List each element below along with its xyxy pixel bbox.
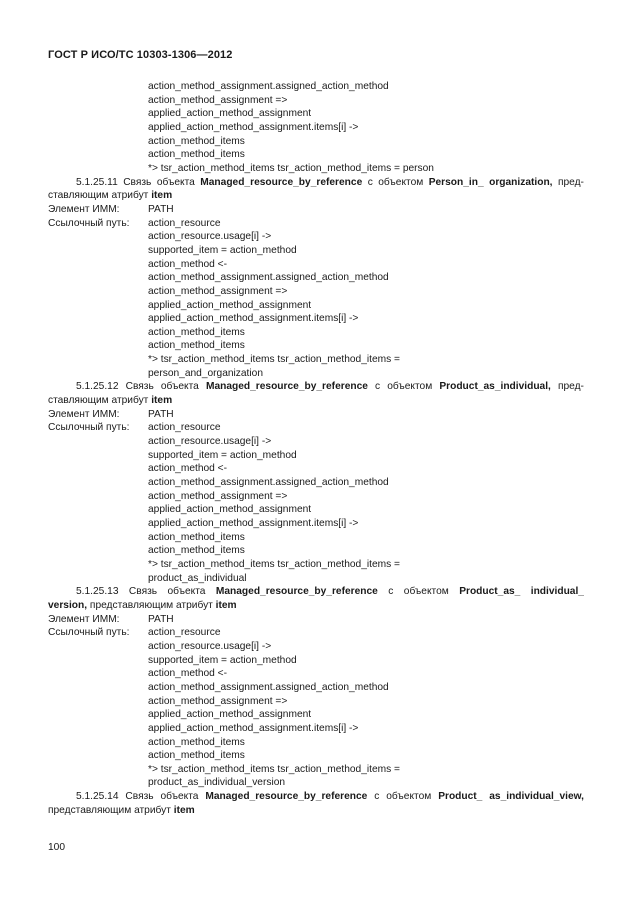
path-row bbox=[48, 558, 584, 572]
path-label-spacer bbox=[48, 654, 148, 668]
element-row bbox=[48, 408, 584, 422]
path-line: action_method_items bbox=[148, 750, 245, 762]
section-tail: представляющим атрибут bbox=[48, 804, 171, 816]
element-value: PATH bbox=[148, 203, 174, 215]
path-row bbox=[48, 353, 584, 367]
element-row bbox=[48, 613, 584, 627]
path-line: *> tsr_action_method_items tsr_action_method_items = bbox=[148, 763, 400, 775]
section-tail: ставляющим атрибут bbox=[48, 395, 149, 407]
path-row bbox=[48, 312, 584, 326]
section-entity: Managed_resource_by_reference bbox=[205, 791, 368, 803]
section-mid: с объектом bbox=[367, 176, 424, 188]
section-mid: с объектом bbox=[374, 791, 432, 803]
path-label-spacer bbox=[48, 435, 148, 449]
path-line: action_method_assignment.assigned_action_method bbox=[148, 272, 389, 284]
section-heading bbox=[48, 790, 584, 804]
path-line: applied_action_method_assignment.items[i] -> bbox=[148, 518, 359, 529]
path-label: Ссылочный путь: bbox=[48, 217, 130, 229]
path-row bbox=[48, 776, 584, 790]
path-label-spacer bbox=[48, 271, 148, 285]
section-number: 5.1.25.13 bbox=[76, 586, 119, 598]
path-row bbox=[48, 722, 584, 736]
path-label: Ссылочный путь: bbox=[48, 422, 130, 434]
last-section bbox=[48, 790, 584, 817]
path-line: *> tsr_action_method_items tsr_action_method_items = person bbox=[148, 162, 434, 174]
path-row bbox=[48, 695, 584, 709]
section-number: 5.1.25.11 bbox=[76, 176, 118, 188]
path-label-spacer bbox=[48, 326, 148, 340]
section-pre: Связь объекта bbox=[123, 176, 195, 188]
path-line: action_resource.usage[i] -> bbox=[148, 640, 272, 652]
path-row bbox=[48, 626, 584, 640]
path-label-spacer bbox=[48, 681, 148, 695]
path-line: action_resource bbox=[148, 627, 221, 639]
section-entity: Managed_resource_by_reference bbox=[205, 381, 368, 393]
document-header: ГОСТ Р ИСО/ТС 10303-1306—2012 bbox=[48, 49, 233, 61]
section-heading-continuation bbox=[48, 599, 584, 613]
sections-container bbox=[48, 176, 584, 791]
path-row bbox=[48, 640, 584, 654]
path-row bbox=[48, 258, 584, 272]
path-line: product_as_individual bbox=[148, 572, 247, 584]
path-line: action_method_items bbox=[148, 149, 245, 161]
path-label-spacer bbox=[48, 312, 148, 326]
section-5-1-25-11 bbox=[48, 176, 584, 381]
path-label-spacer bbox=[48, 244, 148, 258]
section-tail: ставляющим атрибут bbox=[48, 190, 149, 202]
path-row bbox=[48, 299, 584, 313]
section-target: Person_in_ organization, bbox=[428, 176, 553, 188]
section-pre: Связь объекта bbox=[128, 586, 206, 598]
path-row bbox=[48, 531, 584, 545]
path-row bbox=[48, 339, 584, 353]
path-label-spacer bbox=[48, 763, 148, 777]
element-row bbox=[48, 203, 584, 217]
path-row bbox=[48, 572, 584, 586]
path-row bbox=[48, 271, 584, 285]
path-line: product_as_individual_version bbox=[148, 777, 286, 789]
section-number: 5.1.25.14 bbox=[76, 791, 119, 803]
path-line: supported_item = action_method bbox=[148, 654, 297, 666]
path-label-spacer bbox=[48, 503, 148, 517]
section-heading bbox=[48, 380, 584, 394]
path-label-spacer bbox=[48, 749, 148, 763]
path-label-spacer bbox=[48, 476, 148, 490]
path-label-spacer bbox=[48, 722, 148, 736]
path-line: applied_action_method_assignment bbox=[148, 108, 312, 120]
path-label-spacer bbox=[48, 572, 148, 586]
path-row bbox=[48, 708, 584, 722]
path-line: action_method_items bbox=[148, 545, 245, 557]
path-line: *> tsr_action_method_items tsr_action_method_items = bbox=[148, 558, 400, 570]
path-label-spacer bbox=[48, 353, 148, 367]
path-line: applied_action_method_assignment bbox=[148, 299, 312, 311]
element-label: Элемент ИММ: bbox=[48, 203, 120, 215]
path-line: supported_item = action_method bbox=[148, 449, 297, 461]
section-mid: с объектом bbox=[375, 381, 433, 393]
path-line: action_method_assignment => bbox=[148, 490, 288, 502]
section-attribute: item bbox=[151, 190, 173, 202]
page-number: 100 bbox=[48, 842, 65, 853]
path-line: applied_action_method_assignment bbox=[148, 709, 312, 721]
path-label-spacer bbox=[48, 462, 148, 476]
section-heading bbox=[48, 176, 584, 190]
section-pre: Связь объекта bbox=[125, 381, 199, 393]
path-row bbox=[48, 367, 584, 381]
path-label-spacer bbox=[48, 695, 148, 709]
path-label-spacer bbox=[48, 667, 148, 681]
path-row bbox=[48, 654, 584, 668]
path-row bbox=[48, 667, 584, 681]
section-entity: Managed_resource_by_reference bbox=[215, 586, 378, 598]
path-row bbox=[48, 517, 584, 531]
path-line: action_resource.usage[i] -> bbox=[148, 231, 272, 243]
path-row bbox=[48, 326, 584, 340]
path-row bbox=[48, 285, 584, 299]
path-line: action_method_assignment => bbox=[148, 695, 288, 707]
path-row bbox=[48, 763, 584, 777]
path-label-spacer bbox=[48, 490, 148, 504]
path-line: action_method <- bbox=[148, 258, 228, 270]
path-label-spacer bbox=[48, 258, 148, 272]
path-label-spacer bbox=[48, 230, 148, 244]
path-label-spacer bbox=[48, 367, 148, 381]
path-row bbox=[48, 449, 584, 463]
path-line: applied_action_method_assignment bbox=[148, 504, 312, 516]
path-label-spacer bbox=[48, 285, 148, 299]
path-line: action_method_items bbox=[148, 340, 245, 352]
section-mid: с объектом bbox=[388, 586, 449, 598]
path-label-spacer bbox=[48, 736, 148, 750]
path-line: applied_action_method_assignment.items[i] -> bbox=[148, 722, 359, 734]
path-label-spacer bbox=[48, 299, 148, 313]
path-label-spacer bbox=[48, 339, 148, 353]
path-line: action_resource bbox=[148, 217, 221, 229]
path-line: action_method_items bbox=[148, 326, 245, 338]
section-target-continued: version, bbox=[48, 599, 88, 611]
path-line: action_method_items bbox=[148, 736, 245, 748]
path-row bbox=[48, 503, 584, 517]
section-pre: Связь объекта bbox=[125, 791, 199, 803]
section-tail-hyphen: пред- bbox=[557, 381, 584, 393]
document-body bbox=[48, 80, 584, 817]
path-line: action_method_assignment => bbox=[148, 94, 288, 106]
section-heading bbox=[48, 585, 584, 599]
path-row bbox=[48, 490, 584, 504]
path-line: applied_action_method_assignment.items[i] -> bbox=[148, 313, 359, 325]
path-row bbox=[48, 230, 584, 244]
path-line: action_resource.usage[i] -> bbox=[148, 436, 272, 448]
path-label-spacer bbox=[48, 449, 148, 463]
path-row bbox=[48, 736, 584, 750]
path-label-spacer bbox=[48, 776, 148, 790]
path-label-spacer bbox=[48, 708, 148, 722]
path-line: action_method_assignment.assigned_action_method bbox=[148, 681, 389, 693]
section-target: Product_as_ individual_ bbox=[459, 586, 584, 598]
section-heading-continuation bbox=[48, 394, 584, 408]
path-row bbox=[48, 435, 584, 449]
path-line: action_method_assignment.assigned_action_method bbox=[148, 477, 389, 489]
section-number: 5.1.25.12 bbox=[76, 381, 119, 393]
section-target: Product_as_individual, bbox=[439, 381, 551, 393]
path-label-spacer bbox=[48, 517, 148, 531]
path-line: action_resource bbox=[148, 422, 221, 434]
section-tail: представляющим атрибут bbox=[89, 599, 213, 611]
element-value: PATH bbox=[148, 408, 174, 420]
section-5-1-25-12 bbox=[48, 380, 584, 585]
element-value: PATH bbox=[148, 613, 174, 625]
section-tail-hyphen: пред- bbox=[557, 176, 584, 188]
path-row bbox=[48, 421, 584, 435]
intro-path-block bbox=[48, 80, 584, 176]
section-attribute: item bbox=[151, 395, 173, 407]
path-label-spacer bbox=[48, 558, 148, 572]
path-row bbox=[48, 476, 584, 490]
path-line: *> tsr_action_method_items tsr_action_method_items = bbox=[148, 354, 400, 366]
path-label: Ссылочный путь: bbox=[48, 627, 130, 639]
path-line: action_method <- bbox=[148, 668, 228, 680]
path-row bbox=[48, 681, 584, 695]
path-line: action_method_items bbox=[148, 135, 245, 147]
path-line: action_method_assignment.assigned_action_method bbox=[148, 81, 389, 92]
path-line: person_and_organization bbox=[148, 367, 263, 379]
section-attribute: item bbox=[215, 599, 237, 611]
path-line: applied_action_method_assignment.items[i] -> bbox=[148, 121, 359, 133]
path-row bbox=[48, 462, 584, 476]
section-attribute: item bbox=[173, 804, 195, 816]
path-line: action_method_items bbox=[148, 531, 245, 543]
path-row bbox=[48, 217, 584, 231]
path-label-spacer bbox=[48, 544, 148, 558]
path-line: supported_item = action_method bbox=[148, 244, 297, 256]
section-5-1-25-13 bbox=[48, 585, 584, 790]
element-label: Элемент ИММ: bbox=[48, 613, 120, 625]
element-label: Элемент ИММ: bbox=[48, 408, 120, 420]
path-row bbox=[48, 244, 584, 258]
path-line: action_method <- bbox=[148, 463, 228, 475]
path-label-spacer bbox=[48, 531, 148, 545]
path-row bbox=[48, 749, 584, 763]
path-line: action_method_assignment => bbox=[148, 285, 288, 297]
section-target: Product_ as_individual_view, bbox=[438, 791, 584, 803]
section-heading-continuation bbox=[48, 804, 584, 818]
path-row bbox=[48, 544, 584, 558]
section-heading-continuation bbox=[48, 189, 584, 203]
section-entity: Managed_resource_by_reference bbox=[200, 176, 363, 188]
path-label-spacer bbox=[48, 640, 148, 654]
